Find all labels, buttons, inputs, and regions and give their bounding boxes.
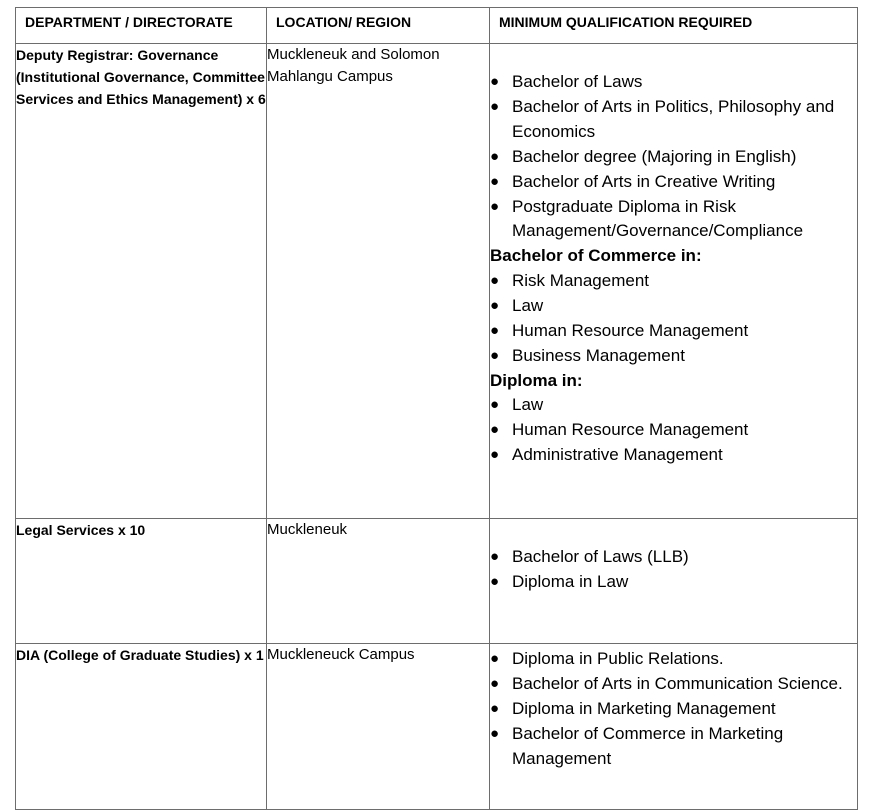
list-item — [490, 647, 857, 672]
group-heading: Diploma in: — [490, 370, 583, 390]
bullet-icon: ● — [490, 700, 500, 717]
qualification-text: Bachelor of Laws (LLB) — [512, 547, 689, 566]
list-item — [490, 570, 857, 595]
qualification-text: Human Resource Management — [512, 320, 749, 340]
bullet-icon: ● — [490, 650, 500, 667]
list-item — [490, 545, 857, 570]
table-header-row — [16, 8, 858, 44]
qualification-text: Bachelor of Commerce in Marketing Management — [512, 724, 784, 768]
list-item — [490, 672, 857, 697]
list-item — [490, 294, 857, 319]
bullet-icon: ● — [490, 98, 500, 115]
bullet-icon: ● — [490, 421, 500, 438]
qualification-text: Diploma in Marketing Management — [512, 699, 776, 718]
qualification-text: Bachelor of Arts in Communication Science. — [512, 674, 843, 693]
bullet-icon: ● — [490, 197, 500, 215]
list-item — [490, 170, 857, 195]
table-row — [16, 644, 858, 810]
qualification-text: Business Management — [512, 345, 685, 365]
bullet-icon: ● — [490, 396, 500, 413]
bullet-icon: ● — [490, 73, 500, 90]
header-qualification: MINIMUM QUALIFICATION REQUIRED — [490, 8, 858, 44]
qualification-text: Postgraduate Diploma in Risk Management/Governance/Compliance — [512, 196, 804, 240]
qualification-list — [490, 269, 857, 369]
list-item — [490, 319, 857, 344]
list-item — [490, 393, 857, 418]
qualification-text: Diploma in Law — [512, 572, 629, 591]
qualification-text: Bachelor degree (Majoring in English) — [512, 146, 797, 166]
table-row — [16, 44, 858, 519]
bullet-icon: ● — [490, 321, 500, 339]
table-row — [16, 519, 858, 644]
qualification-text: Human Resource Management — [512, 420, 749, 439]
location-cell: Muckleneuk — [267, 519, 490, 644]
qualification-text: Bachelor of Arts in Politics, Philosophy and Economics — [512, 97, 835, 141]
bullet-icon: ● — [490, 346, 500, 364]
qualifications-table — [15, 7, 858, 810]
qualification-cell — [490, 44, 858, 519]
list-item — [490, 95, 857, 144]
department-cell: Legal Services x 10 — [16, 519, 267, 644]
list-item — [490, 344, 857, 369]
bullet-icon: ● — [490, 271, 500, 289]
department-cell: DIA (College of Graduate Studies) x 1 — [16, 644, 267, 810]
bullet-icon: ● — [490, 172, 500, 190]
list-item — [490, 269, 857, 294]
group-heading: Bachelor of Commerce in: — [490, 246, 702, 265]
location-cell: Muckleneuck Campus — [267, 644, 490, 810]
qualification-text: Administrative Management — [512, 445, 723, 464]
list-item — [490, 443, 857, 468]
location-cell: Muckleneuk and Solomon Mahlangu Campus — [267, 44, 490, 519]
qualification-list — [490, 70, 857, 244]
qualification-text: Law — [512, 295, 544, 315]
qualification-text: Law — [512, 395, 544, 414]
qualification-text: Diploma in Public Relations. — [512, 649, 724, 668]
qualification-cell — [490, 519, 858, 644]
list-item — [490, 145, 857, 170]
bullet-icon: ● — [490, 675, 500, 692]
qualification-text: Bachelor of Laws — [512, 72, 643, 91]
bullet-icon: ● — [490, 573, 500, 590]
bullet-icon: ● — [490, 147, 500, 165]
list-item — [490, 697, 857, 722]
list-item — [490, 195, 857, 244]
qualification-text: Bachelor of Arts in Creative Writing — [512, 171, 776, 191]
bullet-icon: ● — [490, 548, 500, 565]
header-department: DEPARTMENT / DIRECTORATE — [16, 8, 267, 44]
list-item — [490, 70, 857, 95]
qualification-text: Risk Management — [512, 270, 650, 290]
qualification-list — [490, 393, 857, 468]
bullet-icon: ● — [490, 296, 500, 314]
list-item — [490, 418, 857, 443]
qualification-list — [490, 647, 857, 771]
bullet-icon: ● — [490, 446, 500, 463]
header-location: LOCATION/ REGION — [267, 8, 490, 44]
qualification-list — [490, 545, 857, 595]
department-cell: Deputy Registrar: Governance (Institutional Governance, Committee Services and Ethics Management) x 6 — [16, 44, 267, 519]
list-item — [490, 722, 857, 771]
bullet-icon: ● — [490, 725, 500, 742]
qualification-cell — [490, 644, 858, 810]
